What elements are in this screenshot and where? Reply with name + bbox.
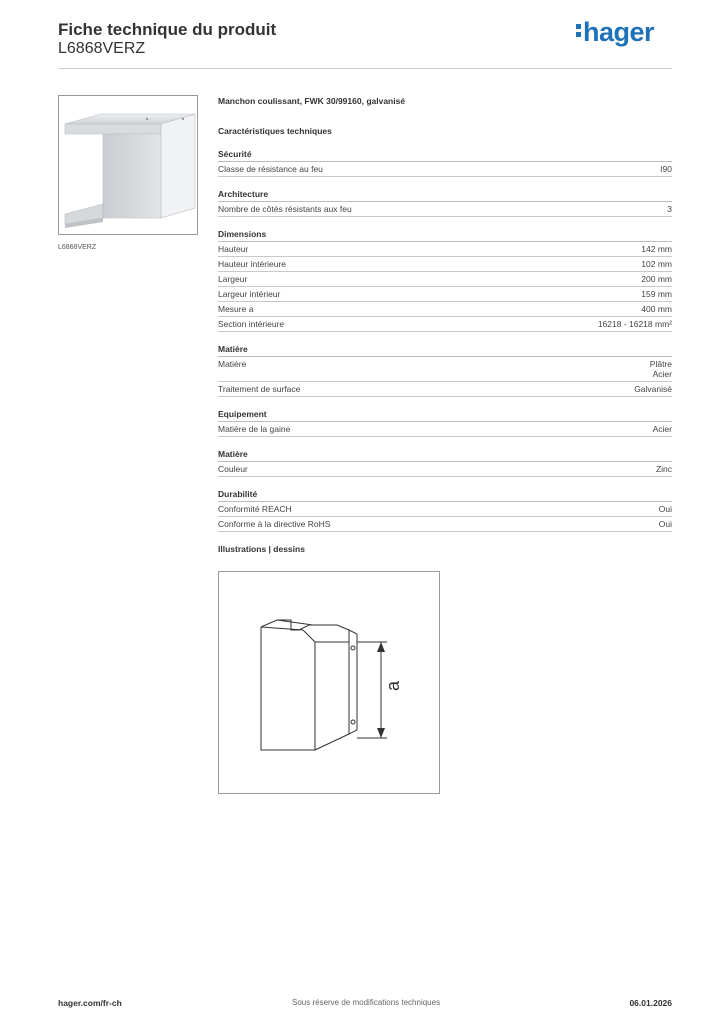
- spec-group-durabilite: [218, 489, 672, 532]
- spec-row: [218, 162, 672, 177]
- spec-value: 159 mm: [641, 289, 672, 299]
- spec-value: 142 mm: [641, 244, 672, 254]
- illustrations-heading: Illustrations | dessins: [218, 544, 305, 554]
- spec-row: [218, 202, 672, 217]
- spec-label: Classe de résistance au feu: [218, 164, 323, 174]
- logo-dots-icon: [576, 21, 581, 40]
- page-title: Fiche technique du produit: [58, 20, 277, 39]
- spec-label: Nombre de côtés résistants aux feu: [218, 204, 352, 214]
- spec-value: 200 mm: [641, 274, 672, 284]
- technical-drawing: [218, 571, 440, 794]
- image-caption: L6868VERZ: [58, 244, 97, 251]
- spec-label: Matière: [218, 359, 247, 369]
- spec-label: Mesure a: [218, 304, 254, 314]
- spec-group-securite: [218, 149, 672, 177]
- spec-group-architecture: [218, 189, 672, 217]
- spec-label: Conforme à la directive RoHS: [218, 519, 331, 529]
- spec-label: Hauteur: [218, 244, 249, 254]
- group-title: Equipement: [218, 409, 672, 422]
- spec-group-couleur: [218, 449, 672, 477]
- spec-value: 3: [667, 204, 672, 214]
- spec-value: Oui: [658, 519, 672, 529]
- spec-row: [218, 357, 672, 382]
- spec-value: Galvanisé: [634, 384, 672, 394]
- group-title: Dimensions: [218, 229, 672, 242]
- spec-row: [218, 502, 672, 517]
- spec-value: 16218 - 16218 mm²: [597, 319, 672, 329]
- spec-label: Matière de la gaine: [218, 424, 291, 434]
- spec-label: Largeur: [218, 274, 248, 284]
- spec-label: Conformité REACH: [218, 504, 292, 514]
- spec-content: [218, 96, 672, 554]
- footer-date: 06.01.2026: [629, 998, 672, 1008]
- spec-row: [218, 257, 672, 272]
- spec-row: [218, 242, 672, 257]
- spec-label: Hauteur intérieure: [218, 259, 287, 269]
- spec-label: Traitement de surface: [218, 384, 301, 394]
- spec-value: 400 mm: [641, 304, 672, 314]
- spec-value-multi: [650, 359, 672, 379]
- group-title: Sécurité: [218, 149, 672, 162]
- spec-value: Acier: [652, 424, 672, 434]
- spec-row: [218, 302, 672, 317]
- spec-row: [218, 272, 672, 287]
- spec-row: [218, 287, 672, 302]
- spec-label: Largeur intérieur: [218, 289, 281, 299]
- spec-value: 102 mm: [641, 259, 672, 269]
- logo-text: hager: [582, 17, 654, 47]
- group-title: Durabilité: [218, 489, 672, 502]
- spec-row: [218, 382, 672, 397]
- spec-group-dimensions: [218, 229, 672, 332]
- group-title: Architecture: [218, 189, 672, 202]
- spec-row: [218, 317, 672, 332]
- product-reference: L6868VERZ: [58, 40, 146, 57]
- sleeve-photo-icon: [59, 96, 197, 234]
- hager-logo[interactable]: [576, 17, 654, 48]
- product-image: [58, 95, 198, 235]
- spec-value: I90: [660, 164, 672, 174]
- footer-website-link[interactable]: hager.com/fr-ch: [58, 998, 122, 1008]
- spec-group-matiere: [218, 344, 672, 397]
- specs-heading: Caractéristiques techniques: [218, 126, 332, 136]
- spec-value: Acier: [652, 369, 672, 379]
- sleeve-drawing-icon: [219, 572, 439, 793]
- spec-value: Zinc: [655, 464, 672, 474]
- spec-group-equipement: [218, 409, 672, 437]
- spec-value: Plâtre: [649, 359, 672, 369]
- spec-value: Oui: [658, 504, 672, 514]
- footer-disclaimer: Sous réserve de modifications techniques: [292, 998, 441, 1007]
- spec-label: Couleur: [218, 464, 248, 474]
- group-title: Matière: [218, 449, 672, 462]
- spec-row: [218, 462, 672, 477]
- dimension-label: a: [383, 680, 403, 692]
- spec-row: [218, 517, 672, 532]
- header-divider: [58, 68, 672, 69]
- group-title: Matière: [218, 344, 672, 357]
- product-name: Manchon coulissant, FWK 30/99160, galvanisé: [218, 96, 406, 106]
- spec-row: [218, 422, 672, 437]
- spec-label: Section intérieure: [218, 319, 285, 329]
